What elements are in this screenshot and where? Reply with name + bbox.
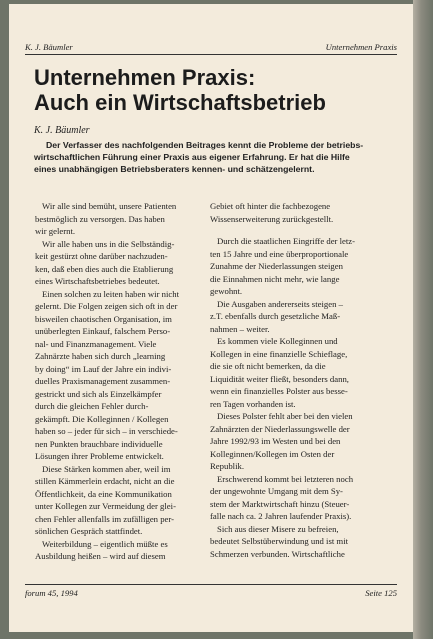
text-line: eines Wirtschaftsbetriebes bedeutet. <box>35 276 160 286</box>
text-line: ten 15 Jahre und eine überproportionale <box>210 248 349 259</box>
text-line: gekämpft. Die Kolleginnen / Kollegen <box>35 413 169 424</box>
text-line: stillen Kämmerlein erdacht, nicht an die <box>35 476 175 486</box>
text-line: ren Tagen vorhanden ist. <box>210 398 296 409</box>
text-line: duelles Praxismanagement zusammen- <box>35 376 171 386</box>
text-line: bestmöglich zu versorgen. Das haben <box>35 213 165 224</box>
text-line: Zahnärzten der Niederlassungswelle der <box>210 423 350 434</box>
text-line: keit gestürzt ohne darüber nachzuden- <box>35 251 168 261</box>
text-line: nahmen – weiter. <box>210 323 270 334</box>
text-line: Diese Stärken kommen aber, weil im <box>42 463 171 474</box>
text-line: Schmerzen verbunden. Wirtschaftliche <box>210 548 345 559</box>
header-section: Unternehmen Praxis <box>325 42 397 52</box>
text-line: durch die gleichen Fehler durch- <box>35 401 149 411</box>
text-line: Gebiet oft hinter die fachbezogene <box>210 201 331 211</box>
text-line: gewohnt. <box>210 286 243 296</box>
text-line: falle nach ca. 2 Jahren laufender Praxis). <box>210 511 352 521</box>
text-line: Weiterbildung – eigentlich müßte es <box>42 538 168 549</box>
paragraph-gap <box>210 225 382 235</box>
title-line: Unternehmen Praxis: <box>34 65 256 90</box>
text-line: unüberlegten Einkauf, falschem Perso- <box>35 326 171 336</box>
text-line: bedeutet Selbstüberwindung und ist mit <box>210 536 349 546</box>
text-line: haben so – jeder für sich – in verschiede- <box>35 426 178 436</box>
text-line: Einen solchen zu leiten haben wir nicht <box>42 288 180 299</box>
text-line: Sich aus dieser Misere zu befreien, <box>217 523 339 534</box>
text-line: by doing“ im Lauf der Jahre ein indivi- <box>35 363 172 374</box>
text-line: z.T. ebenfalls durch gesetzliche Maß- <box>210 311 341 321</box>
text-line: die Einnahmen nicht mehr, wie lange <box>210 273 340 284</box>
text-line: nal- und Finanzmanagement. Viele <box>35 338 157 349</box>
text-line: Kollegen in eine finanzielle Schieflage, <box>210 348 348 359</box>
text-line: die sie oft nicht bemerken, da die <box>210 361 326 371</box>
text-line: der ungewohnte Umgang mit dem Sy- <box>210 486 343 496</box>
text-line: unter Kollegen zur Vermeidung der glei- <box>35 501 176 511</box>
text-line: stem der Marktwirtschaft hinzu (Steuer- <box>210 498 350 509</box>
text-line: Zunahme der Niederlassungen steigen <box>210 261 343 271</box>
left-column <box>35 200 207 563</box>
lead-paragraph <box>34 139 394 175</box>
text-line: Wir alle sind bemüht, unsere Patienten <box>42 201 177 211</box>
text-line: Lösungen ihrer Probleme entwickelt. <box>35 451 164 461</box>
text-line: nen Punkten brauchbare individuelle <box>35 438 163 449</box>
text-line: Erschwerend kommt bei letzteren noch <box>217 473 354 484</box>
header-author: K. J. Bäumler <box>25 42 73 52</box>
text-line: Dieses Polster fehlt aber bei den vielen <box>217 411 353 421</box>
right-column <box>210 200 382 560</box>
footer-journal: forum 45, 1994 <box>25 588 78 598</box>
lead-line: Der Verfasser des nachfolgenden Beitrages kennt die Probleme der betriebs- <box>46 140 364 150</box>
text-line: chen Fehler allenfalls im zufälligen per- <box>35 513 175 524</box>
lead-line: wirtschaftlichen Führung einer Praxis aus eigener Erfahrung. Er hat die Hilfe <box>34 152 350 162</box>
text-line: Wir alle haben uns in die Selbständig- <box>42 238 175 249</box>
text-line: Jahre 1992/93 im Westen und bei den <box>210 436 341 446</box>
text-line: wir gelernt. <box>35 226 76 236</box>
text-line: gestrickt und sich als Einzelkämpfer <box>35 388 162 399</box>
lead-line: eines unabhängigen Betriebsberaters kennen- und schätzengelernt. <box>34 164 315 174</box>
footer-rule <box>25 584 397 585</box>
journal-page <box>9 4 413 632</box>
text-line: Zahnärzte haben sich durch „learning <box>35 351 166 361</box>
text-line: Liquidität weiter fließt, besonders dann, <box>210 373 349 384</box>
text-line: Republik. <box>210 461 245 471</box>
text-line: Die Ausgaben andererseits steigen – <box>217 298 343 309</box>
text-line: Öffentlichkeit, da eine Kommunikation <box>35 488 172 499</box>
text-line: gelernt. Die Folgen zeigen sich oft in der <box>35 301 178 311</box>
title-line: Auch ein Wirtschaftsbetrieb <box>34 90 326 115</box>
text-line: Ausbildung heißen – wird auf diesem <box>35 551 166 561</box>
footer-page-number: Seite 125 <box>365 588 397 598</box>
article-author: K. J. Bäumler <box>34 125 90 136</box>
text-line: bisweilen chaotischen Organisation, im <box>35 313 172 324</box>
text-line: sönlichen Gespräch stattfindet. <box>35 526 143 536</box>
text-line: wenn ein finanzielles Polster aus besse- <box>210 386 348 396</box>
article-title <box>34 65 394 115</box>
text-line: Durch die staatlichen Eingriffe der letz- <box>217 236 356 246</box>
text-line: ken, daß eben dies auch die Etablierung <box>35 263 174 274</box>
scan-edge <box>413 0 433 639</box>
text-line: Kolleginnen/Kollegen im Osten der <box>210 448 335 459</box>
text-line: Wissenserweiterung zurückgestellt. <box>210 213 334 224</box>
header-rule <box>25 54 397 55</box>
text-line: Es kommen viele Kolleginnen und <box>217 336 338 346</box>
